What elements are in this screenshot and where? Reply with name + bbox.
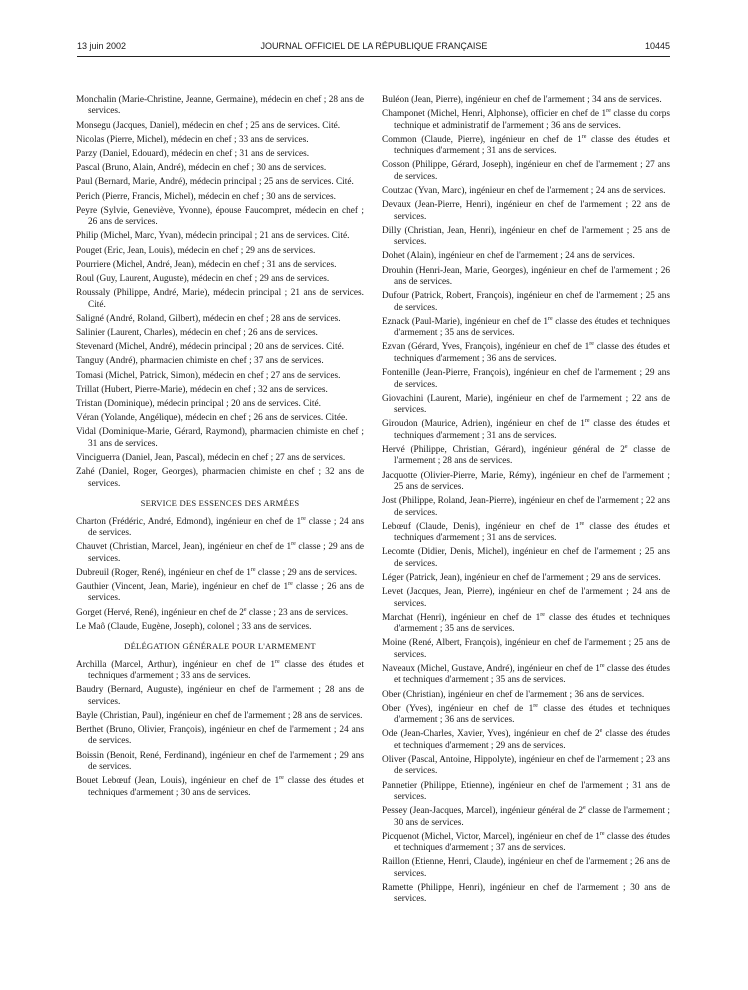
list-entry: Giroudon (Maurice, Adrien), ingénieur en chef de 1re classe des études et techniques d'armement ; 31 ans de services. [382,418,670,441]
list-entry: Naveaux (Michel, Gustave, André), ingénieur en chef de 1re classe des études et techniques d'armement ; 35 ans de services. [382,662,670,686]
list-entry: Ode (Jean-Charles, Xavier, Yves), ingénieur en chef de 2e classe des études et techniques d'armement ; 29 ans de services. [382,728,670,751]
section-heading: SERVICE DES ESSENCES DES ARMÉES [140,498,300,509]
list-entry: Marchat (Henri), ingénieur en chef de 1re classe des études et techniques d'armement ; 35 ans de services. [382,611,670,635]
list-entry: Hervé (Philippe, Christian, Gérard), ingénieur général de 2e classe de l'armement ; 28 ans de services. [382,443,670,467]
list-entry: Coutzac (Yvan, Marc), ingénieur en chef de l'armement ; 24 ans de services. [382,186,666,197]
list-entry: Chauvet (Christian, Marcel, Jean), ingénieur en chef de 1re classe ; 29 ans de services. [76,541,364,564]
list-entry: Paul (Bernard, Marie, André), médecin principal ; 25 ans de services. Cité. [76,177,354,188]
list-entry: Tristan (Dominique), médecin principal ; 20 ans de services. Cité. [76,399,321,410]
list-entry: Pascal (Bruno, Alain, André), médecin en chef ; 30 ans de services. [76,163,327,174]
list-entry: Roul (Guy, Laurent, Auguste), médecin en chef ; 29 ans de services. [76,274,330,285]
journal-title: JOURNAL OFFICIEL DE LA RÉPUBLIQUE FRANÇAISE [260,41,488,51]
list-entry: Lecomte (Didier, Denis, Michel), ingénieur en chef de l'armement ; 25 ans de services. [382,547,670,569]
list-entry: Lebœuf (Claude, Denis), ingénieur en chef de 1re classe des études et techniques d'armement ; 31 ans de services. [382,520,670,544]
list-entry: Salinier (Laurent, Charles), médecin en chef ; 26 ans de services. [76,328,318,339]
list-entry: Fontenille (Jean-Pierre, François), ingénieur en chef de l'armement ; 29 ans de services. [382,368,670,390]
list-entry: Buléon (Jean, Pierre), ingénieur en chef de l'armement ; 34 ans de services. [382,95,662,105]
list-entry: Boissin (Benoit, René, Ferdinand), ingénieur en chef de l'armement ; 29 ans de services. [76,750,364,772]
list-entry: Ramette (Philippe, Henri), ingénieur en chef de l'armement ; 30 ans de services. [382,883,670,905]
list-entry: Vinciguerra (Daniel, Jean, Pascal), médecin en chef ; 27 ans de services. [76,453,346,464]
issue-date: 13 juin 2002 [77,41,127,51]
list-entry: Giovachini (Laurent, Marie), ingénieur en chef de l'armement ; 22 ans de services. [382,393,670,416]
list-entry: Levet (Jacques, Jean, Pierre), ingénieur en chef de l'armement ; 24 ans de services. [382,587,670,609]
list-entry: Dohet (Alain), ingénieur en chef de l'armement ; 24 ans de services. [382,251,635,262]
list-entry: Ober (Christian), ingénieur en chef de l'armement ; 36 ans de services. [382,689,645,700]
list-entry: Perich (Pierre, Francis, Michel), médecin en chef ; 30 ans de services. [76,191,336,202]
list-entry: Drouhin (Henri-Jean, Marie, Georges), ingénieur en chef de l'armement ; 26 ans de services. [382,265,670,288]
page-number: 10445 [644,41,670,51]
list-entry: Cosson (Philippe, Gérard, Joseph), ingénieur en chef de l'armement ; 27 ans de services. [382,160,670,182]
list-entry: Pourriere (Michel, André, Jean), médecin en chef ; 31 ans de services. [76,259,337,270]
list-entry: Gorget (Hervé, René), ingénieur en chef de 2e classe ; 23 ans de services. [76,606,349,618]
list-entry: Monchalin (Marie-Christine, Jeanne, Germaine), médecin en chef ; 28 ans de services. [76,95,364,117]
list-entry: Eznack (Paul-Marie), ingénieur en chef de 1re classe des études et techniques d'armement ; 35 ans de services. [382,315,670,339]
list-entry: Charton (Frédéric, André, Edmond), ingénieur en chef de 1re classe ; 24 ans de services. [76,515,364,538]
list-entry: Champonet (Michel, Henri, Alphonse), officier en chef de 1re classe du corps technique et administratif de l'armement ; 36 ans de services. [382,108,670,131]
list-entry: Dubreuil (Roger, René), ingénieur en chef de 1re classe ; 29 ans de services. [76,566,358,578]
list-entry: Pessey (Jean-Jacques, Marcel), ingénieur général de 2e classe de l'armement ; 30 ans de services. [382,805,671,828]
list-entry: Ober (Yves), ingénieur en chef de 1re classe des études et techniques d'armement ; 36 ans de services. [382,702,670,726]
list-entry: Roussaly (Philippe, André, Marie), médecin principal ; 21 ans de services. Cité. [76,288,364,310]
list-entry: Stevenard (Michel, André), médecin principal ; 20 ans de services. Cité. [76,342,344,353]
list-entry: Le Maô (Claude, Eugène, Joseph), colonel ; 33 ans de services. [76,621,312,632]
list-entry: Bouet Lebœuf (Jean, Louis), ingénieur en chef de 1re classe des études et techniques d'armement ; 30 ans de services. [76,775,364,798]
list-entry: Berthet (Bruno, Olivier, François), ingénieur en chef de l'armement ; 24 ans de services. [76,724,364,747]
list-entry: Oliver (Pascal, Antoine, Hippolyte), ingénieur en chef de l'armement ; 23 ans de services. [382,755,670,777]
list-entry: Zahé (Daniel, Roger, Georges), pharmacien chimiste en chef ; 32 ans de services. [76,467,364,489]
list-entry: Jacquotte (Olivier-Pierre, Marie, Rémy), ingénieur en chef de l'armement ; 25 ans de services. [382,470,670,492]
right-column [382,95,670,909]
list-entry: Véran (Yolande, Angélique), médecin en chef ; 26 ans de services. Citée. [76,413,348,424]
list-entry: Dufour (Patrick, Robert, François), ingénieur en chef de l'armement ; 25 ans de services. [382,291,670,313]
list-entry: Philip (Michel, Marc, Yvan), médecin principal ; 21 ans de services. Cité. [76,231,350,242]
list-entry: Nicolas (Pierre, Michel), médecin en chef ; 33 ans de services. [76,134,309,145]
list-entry: Pannetier (Philippe, Etienne), ingénieur en chef de l'armement ; 31 ans de services. [382,780,670,803]
list-entry: Dilly (Christian, Jean, Henri), ingénieur en chef de l'armement ; 25 ans de services. [382,225,670,248]
list-entry: Devaux (Jean-Pierre, Henri), ingénieur en chef de l'armement ; 22 ans de services. [382,200,670,222]
list-entry: Raillon (Etienne, Henri, Claude), ingénieur en chef de l'armement ; 26 ans de services. [382,857,670,879]
list-entry: Picquenot (Michel, Victor, Marcel), ingénieur en chef de 1re classe des études et techniques d'armement ; 37 ans de services. [382,830,670,854]
list-entry: Parzy (Daniel, Edouard), médecin en chef ; 31 ans de services. [76,149,310,160]
list-entry: Tomasi (Michel, Patrick, Simon), médecin en chef ; 27 ans de services. [76,370,341,381]
section-heading: DÉLÉGATION GÉNÉRALE POUR L'ARMEMENT [124,641,316,652]
list-entry: Baudry (Bernard, Auguste), ingénieur en chef de l'armement ; 28 ans de services. [76,685,364,707]
list-entry: Monsegu (Jacques, Daniel), médecin en chef ; 25 ans de services. Cité. [76,120,341,131]
list-entry: Common (Claude, Pierre), ingénieur en chef de 1re classe des études et techniques d'armement ; 31 ans de services. [382,133,670,157]
list-entry: Léger (Patrick, Jean), ingénieur en chef de l'armement ; 29 ans de services. [382,572,661,583]
list-entry: Bayle (Christian, Paul), ingénieur en chef de l'armement ; 28 ans de services. [76,710,363,721]
list-entry: Saligné (André, Roland, Gilbert), médecin en chef ; 28 ans de services. [76,313,341,324]
list-entry: Moine (René, Albert, François), ingénieur en chef de l'armement ; 25 ans de services. [382,638,670,660]
list-entry: Gauthier (Vincent, Jean, Marie), ingénieur en chef de 1re classe ; 26 ans de services. [76,580,364,604]
list-entry: Trillat (Hubert, Pierre-Marie), médecin en chef ; 32 ans de services. [76,384,328,395]
left-column [76,95,364,802]
list-entry: Pouget (Eric, Jean, Louis), médecin en chef ; 29 ans de services. [76,245,316,256]
list-entry: Vidal (Dominique-Marie, Gérard, Raymond), pharmacien chimiste en chef ; 31 ans de services. [76,427,364,449]
list-entry: Ezvan (Gérard, Yves, François), ingénieur en chef de 1re classe des études et techniques d'armement ; 36 ans de services. [382,341,670,364]
list-entry: Archilla (Marcel, Arthur), ingénieur en chef de 1re classe des études et techniques d'armement ; 33 ans de services. [76,658,364,681]
list-entry: Jost (Philippe, Roland, Jean-Pierre), ingénieur en chef de l'armement ; 22 ans de services. [382,496,670,518]
list-entry: Tanguy (André), pharmacien chimiste en chef ; 37 ans de services. [76,356,324,367]
header-rule [77,56,670,57]
list-entry: Peyre (Sylvie, Geneviève, Yvonne), épouse Faucompret, médecin en chef ; 26 ans de services. [76,205,364,228]
